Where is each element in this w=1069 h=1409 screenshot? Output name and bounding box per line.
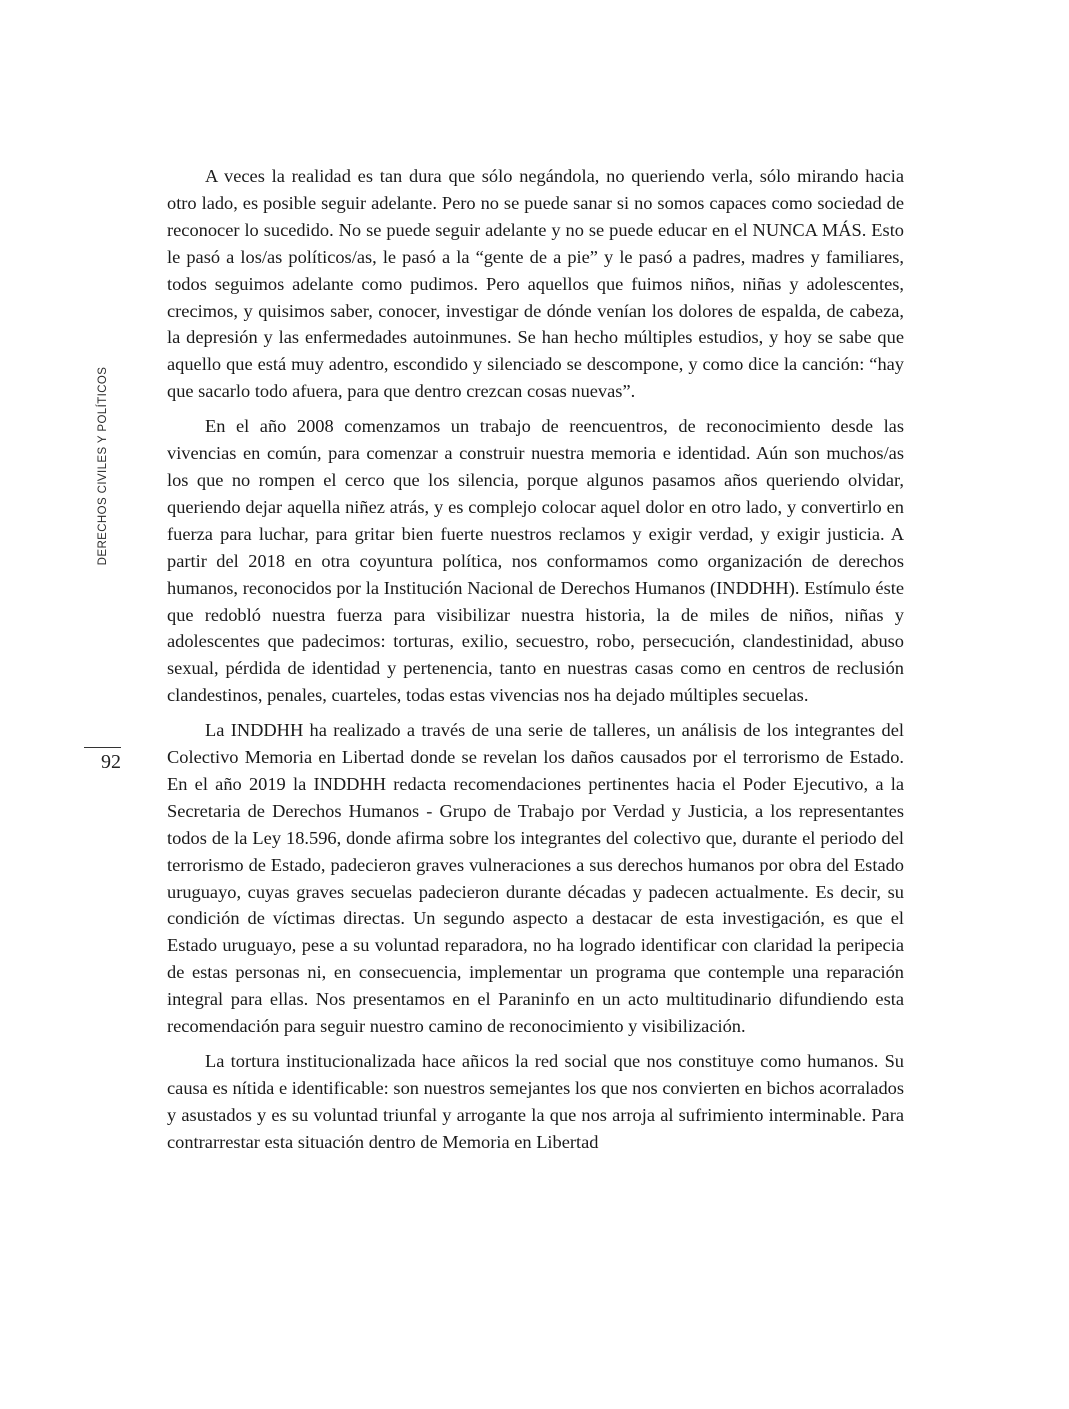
- page-number: 92: [101, 751, 121, 773]
- paragraph: La INDDHH ha realizado a través de una serie de talleres, un análisis de los integrantes del Colectivo Memoria en Libertad donde se revelan los daños causados por el terrorismo de Estado. En el año 2019 la INDDHH redacta recomendaciones pertinentes hacia el Poder Ejecutivo, a la Secretaria de Derechos Humanos - Grupo de Trabajo por Verdad y Justicia, a los representantes todos de la Ley 18.596, donde afirma sobre los integrantes del colectivo que, durante el periodo del terrorismo de Estado, padecieron graves vulneraciones a sus derechos humanos por obra del Estado uruguayo, cuyas graves secuelas padecieron durante décadas y padecen actualmente. Es decir, su condición de víctimas directas. Un segundo aspecto a destacar de esta investigación, es que el Estado uruguayo, pese a su voluntad reparadora, no ha logrado identificar con claridad la peripecia de estas personas ni, en consecuencia, implementar un programa que contemple una reparación integral para ellas. Nos presentamos en el Paraninfo en un acto multitudinario difundiendo esta recomendación para seguir nuestro camino de reconocimiento y visibilización.: [167, 720, 904, 1037]
- page-number-rule: [84, 747, 121, 748]
- paragraph: En el año 2008 comenzamos un trabajo de reencuentros, de reconocimiento desde las vivencias en común, para comenzar a construir nuestra memoria e identidad. Aún son muchos/as los que no rompen el cerco que los silencia, porque algunos pasamos años queriendo olvidar, queriendo dejar aquella niñez atrás, y es complejo colocar aquel dolor en otro lado, y convertirlo en fuerza para luchar, para gritar bien fuerte nuestros reclamos y exigir verdad, y exigir justicia. A partir del 2018 en otra coyuntura política, nos conformamos como organización de derechos humanos, reconocidos por la Institución Nacional de Derechos Humanos (INDDHH). Estímulo éste que redobló nuestra fuerza para visibilizar nuestra historia, la de miles de niños, niñas y adolescentes que padecimos: torturas, exilio, secuestro, robo, persecución, clandestinidad, abuso sexual, pérdida de identidad y pertenencia, tanto en nuestras casas como en centros de reclusión clandestinos, penales, cuarteles, todas estas vivencias nos ha dejado múltiples secuelas.: [167, 416, 904, 706]
- paragraph: La tortura institucionalizada hace añicos la red social que nos constituye como humanos. Su causa es nítida e identificable: son nuestros semejantes los que nos convierten en bichos acorralados y asustados y es su voluntad triunfal y arrogante la que nos arroja al sufrimiento interminable. Para contrarrestar esta situación dentro de Memoria en Libertad: [167, 1051, 904, 1152]
- running-head-text: DERECHOS CIVILES Y POLÍTICOS: [97, 366, 109, 566]
- paragraph: A veces la realidad es tan dura que sólo negándola, no queriendo verla, sólo mirando hacia otro lado, es posible seguir adelante. Pero no se puede sanar si no somos capaces como sociedad de reconocer lo sucedido. No se puede seguir adelante y no se puede educar en el NUNCA MÁS. Esto le pasó a los/as políticos/as, le pasó a la “gente de a pie” y le pasó a padres, madres y familiares, todos seguimos adelante como pudimos. Pero aquellos que fuimos niños, niñas y adolescentes, crecimos, y quisimos saber, conocer, investigar de dónde venían los dolores de espalda, de cabeza, la depresión y las enfermedades autoinmunes. Se han hecho múltiples estudios, y hoy se sabe que aquello que está muy adentro, escondido y silenciado se descompone, y como dice la canción: “hay que sacarlo todo afuera, para que dentro crezcan cosas nuevas”.: [167, 166, 904, 402]
- body-text: [167, 163, 904, 1164]
